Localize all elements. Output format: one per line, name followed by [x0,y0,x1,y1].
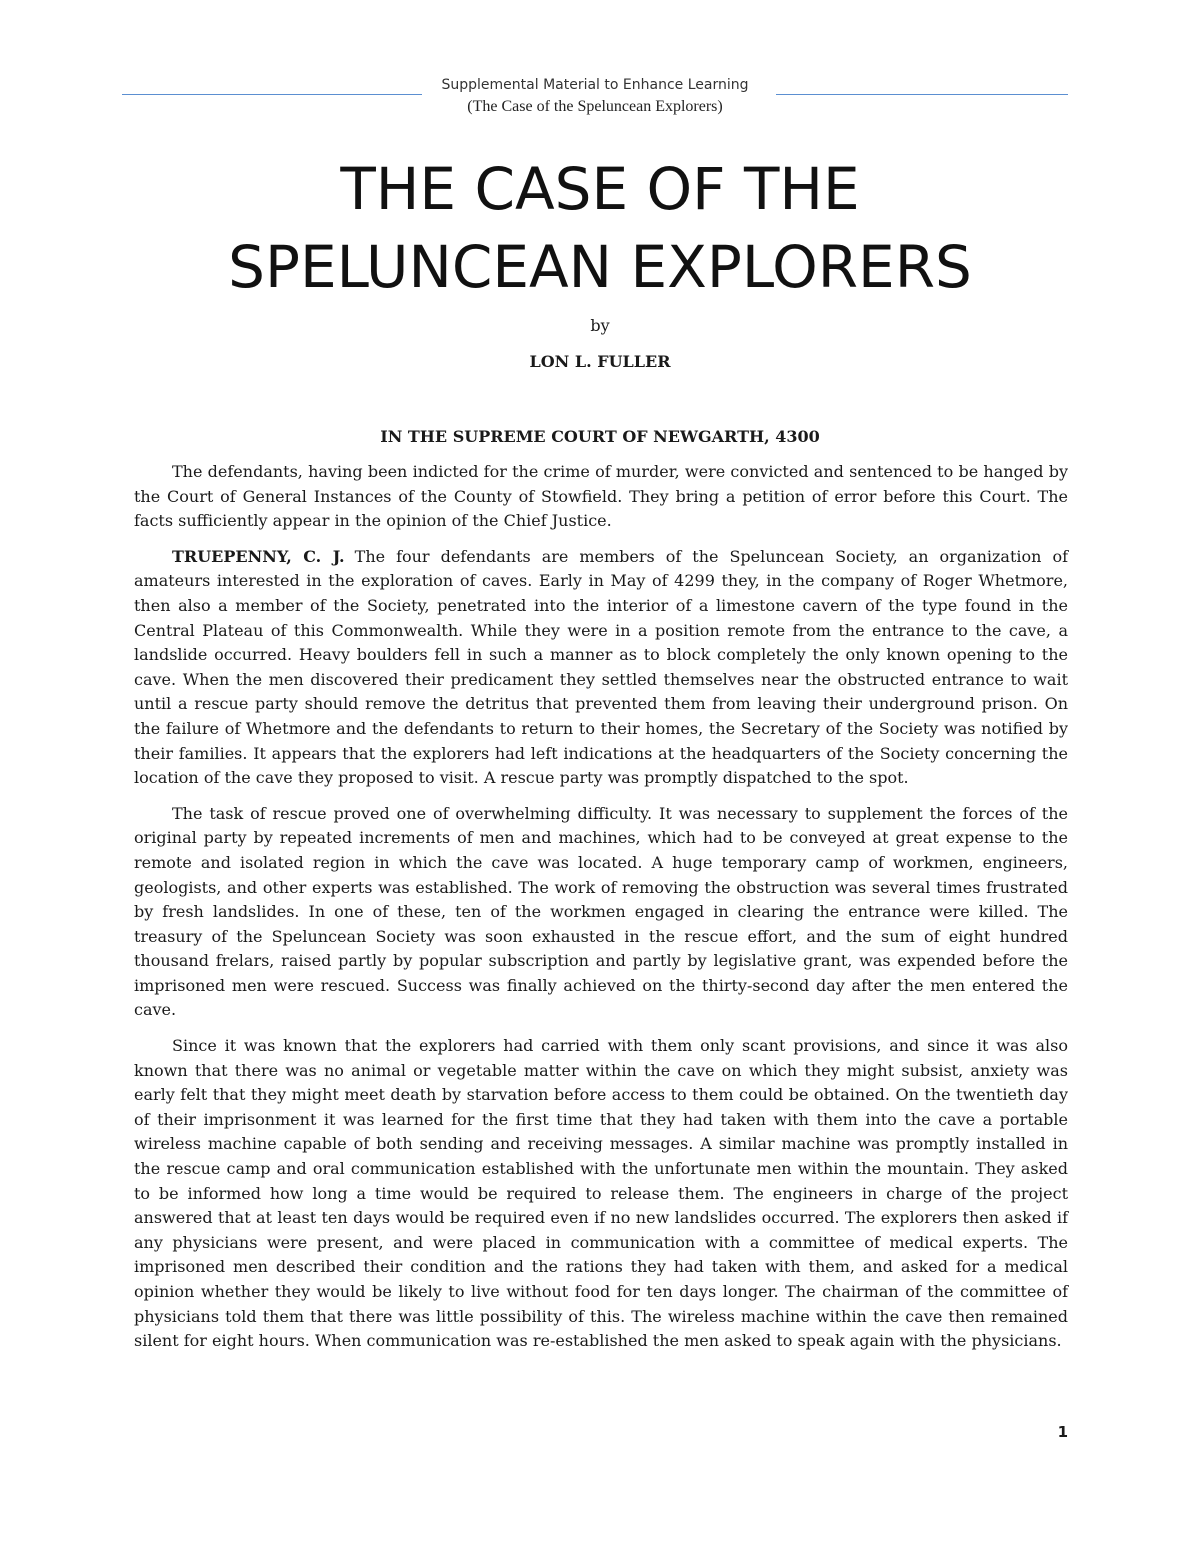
title-line-1: THE CASE OF THE [340,155,860,223]
title-line-2: SPELUNCEAN EXPLORERS [228,233,972,301]
body-text [134,460,1068,1365]
paragraph-1: The defendants, having been indicted for the crime of murder, were convicted and sentenced to be hanged by the Court of General Instances of the County of Stowfield. They bring a petition of error before this Court. The facts sufficiently appear in the opinion of the Chief Justice. [134,462,1068,531]
paragraph-2 [134,545,1068,791]
court-heading: IN THE SUPREME COURT OF NEWGARTH, 4300 [380,427,820,446]
paragraph-4: Since it was known that the explorers had carried with them only scant provisions, and since it was also known that there was no animal or vegetable matter within the cave on which they might subsist, anxiety was early felt that they might meet death by starvation before access to them could be obtained. On the twentieth day of their imprisonment it was learned for the first time that they had taken with them into the cave a portable wireless machine capable of both sending and receiving messages. A similar machine was promptly installed in the rescue camp and oral communication established with the unfortunate men within the mountain. They asked to be informed how long a time would be required to release them. The engineers in charge of the project answered that at least ten days would be required even if no new landslides occurred. The explorers then asked if any physicians were present, and were placed in communication with a committee of medical experts. The imprisoned men described their condition and the rations they had taken with them, and asked for a medical opinion whether they would be likely to live without food for ten days longer. The chairman of the committee of physicians told them that there was little possibility of this. The wireless machine within the cave then remained silent for eight hours. When communication was re-established the men asked to speak again with the physicians. [134,1036,1068,1351]
page-number: 1 [1057,1423,1068,1441]
speaker-name: TRUEPENNY, C. J. [172,546,345,566]
byline-by: by [590,316,610,335]
header-rule-left [122,94,422,95]
paragraph-3: The task of rescue proved one of overwhelming difficulty. It was necessary to supplement the forces of the original party by repeated increments of men and machines, which had to be conveyed at great expense to the remote and isolated region in which the cave was located. A huge temporary camp of workmen, engineers, geologists, and other experts was established. The work of removing the obstruction was several times frustrated by fresh landslides. In one of these, ten of the workmen engaged in clearing the entrance were killed. The treasury of the Speluncean Society was soon exhausted in the rescue effort, and the sum of eight hundred thousand frelars, raised partly by popular subscription and partly by legislative grant, was expended before the imprisoned men were rescued. Success was finally achieved on the thirty-second day after the men entered the cave. [134,803,1068,1020]
page-header [122,74,1068,120]
document-title [100,150,1100,306]
header-subtitle: Supplemental Material to Enhance Learning [441,77,749,93]
author-name: LON L. FULLER [529,352,671,371]
paragraph-2-text: The four defendants are members of the Speluncean Society, an organization of amateurs interested in the exploration of caves. Early in May of 4299 they, in the company of Roger Whetmore, then also a member of the Society, penetrated into the interior of a limestone cavern of the type found in the Central Plateau of this Commonwealth. While they were in a position remote from the entrance to the cave, a landslide occurred. Heavy boulders fell in such a manner as to block completely the only known opening to the cave. When the men discovered their predicament they settled themselves near the obstructed entrance to wait until a rescue party should remove the detritus that prevented them from leaving their underground prison. On the failure of Whetmore and the defendants to return to their homes, the Secretary of the Society was notified by their families. It appears that the explorers had left indications at the headquarters of the Society concerning the location of the cave they proposed to visit. A rescue party was promptly dispatched to the spot. [134,546,1069,788]
header-case-name: (The Case of the Speluncean Explorers) [467,98,723,115]
header-rule-right [776,94,1068,95]
